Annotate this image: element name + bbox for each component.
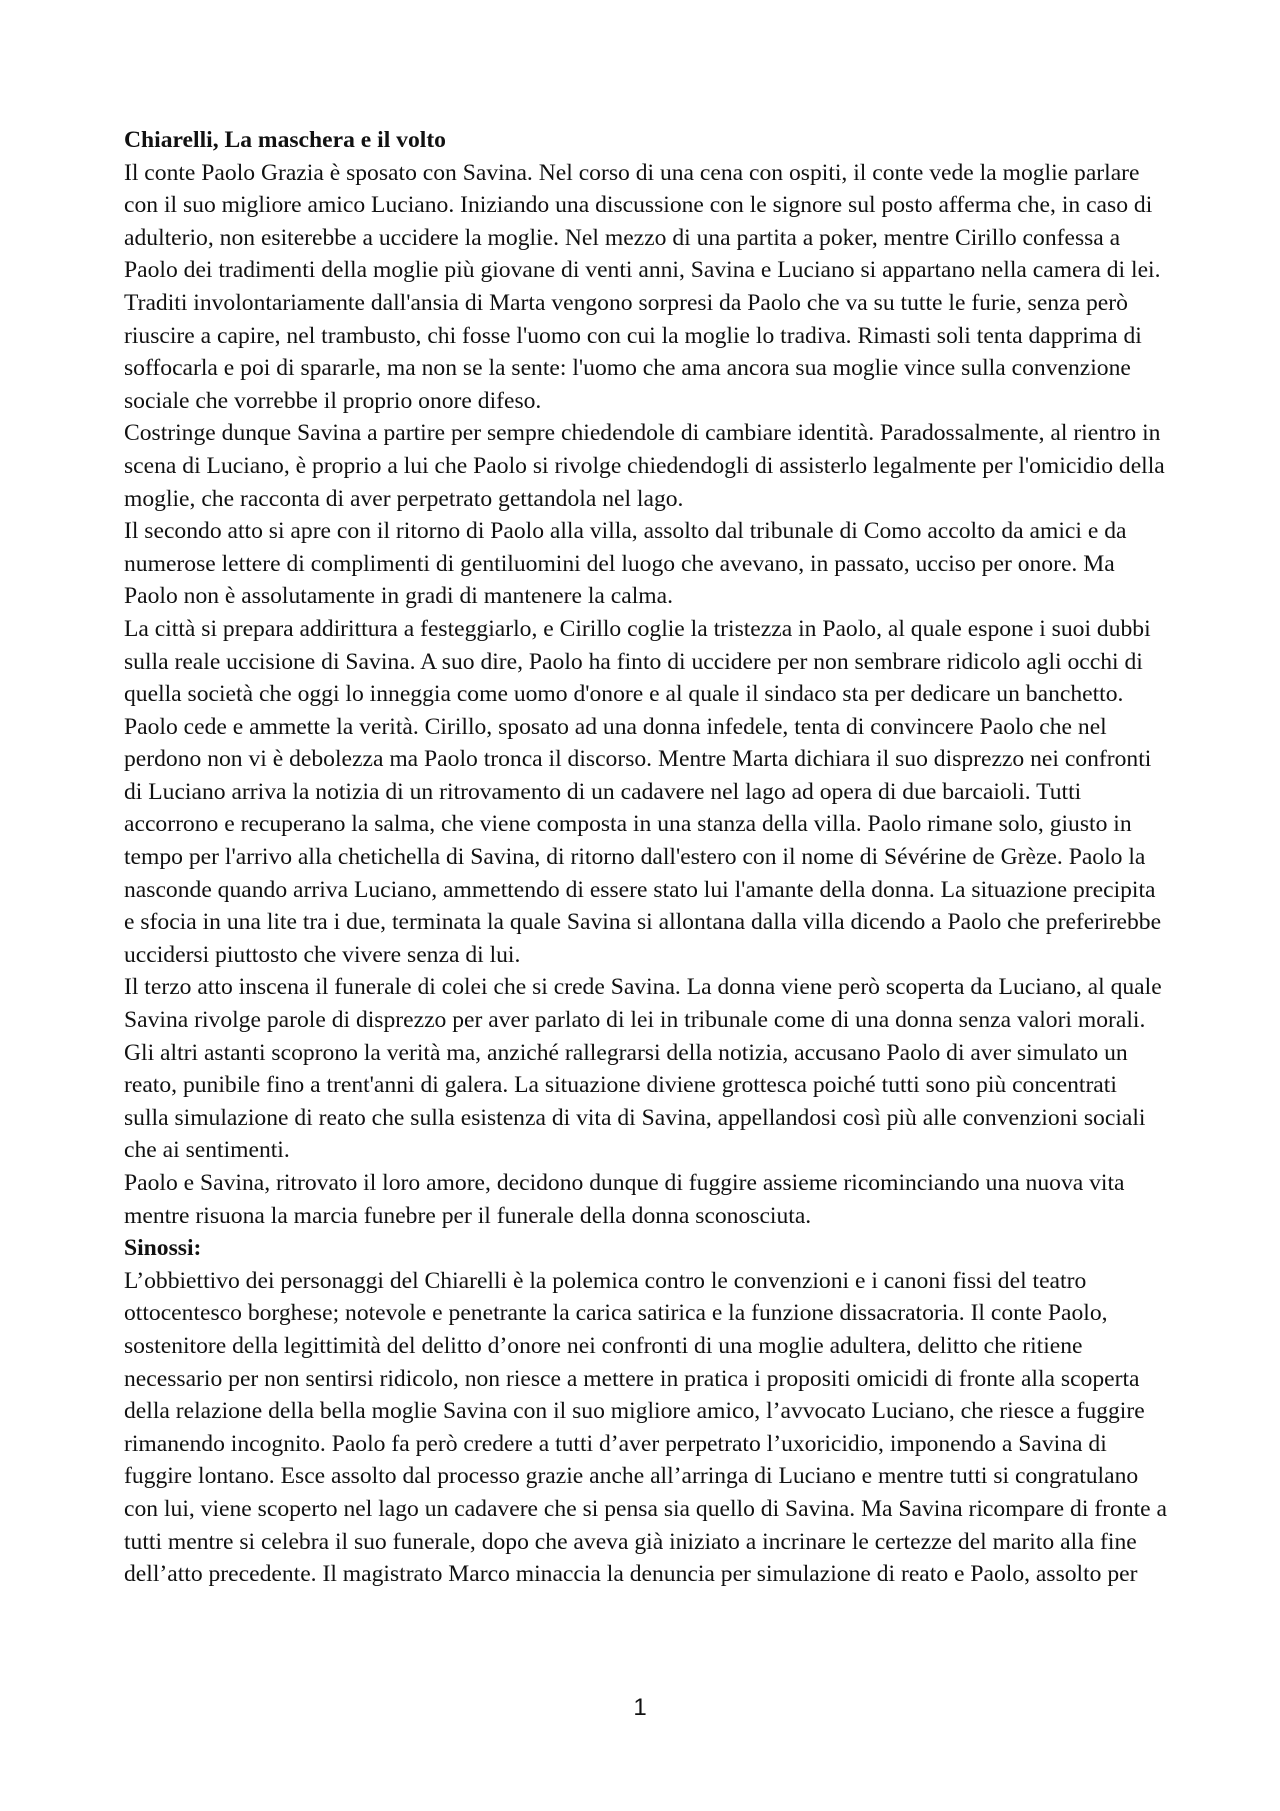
paragraph-celebration: La città si prepara addirittura a festeggiarlo, e Cirillo coglie la tristezza in Paolo, al quale espone i suoi dubbi sulla reale uccisione di Savina. A suo dire, Paolo ha finto di uccidere per non sembrare ridicolo agli occhi di quella società che oggi lo inneggia come uomo d'onore e al quale il sindaco sta per dedicare un banchetto. Paolo cede e ammette la verità. Cirillo, sposato ad una donna infedele, tenta di convincere Paolo che nel perdono non vi è debolezza ma Paolo tronca il discorso. Mentre Marta dichiara il suo disprezzo nei confronti di Luciano arriva la notizia di un ritrovamento di un cadavere nel lago ad opera di due barcaioli. Tutti accorrono e recuperano la salma, che viene composta in una stanza della villa. Paolo rimane solo, giusto in tempo per l'arrivo alla chetichella di Savina, di ritorno dall'estero con il nome di Sévérine de Grèze. Paolo la nasconde quando arriva Luciano, ammettendo di essere stato lui l'amante della donna. La situazione precipita e sfocia in una lite tra i due, terminata la quale Savina si allontana dalla villa dicendo a Paolo che preferirebbe uccidersi piuttosto che vivere senza di lui.	[124, 615, 1162, 968]
paragraph-act-three: Il terzo atto inscena il funerale di colei che si crede Savina. La donna viene però scoperta da Luciano, al quale Savina rivolge parole di disprezzo per aver parlato di lei in tribunale come di una donna senza valori morali. Gli altri astanti scoprono la verità ma, anziché rallegrarsi della notizia, accusano Paolo di aver simulato un reato, punibile fino a trent'anni di galera. La situazione diviene grottesca poiché tutti sono più concentrati sulla simulazione di reato che sulla esistenza di vita di Savina, appellandosi così più alle convenzioni sociali che ai sentimenti.	[124, 974, 1162, 1164]
document-body	[124, 124, 1167, 1591]
paragraph-departure: Costringe dunque Savina a partire per sempre chiedendole di cambiare identità. Paradossalmente, al rientro in scena di Luciano, è proprio a lui che Paolo si rivolge chiedendogli di assisterlo legalmente per l'omicidio della moglie, che racconta di aver perpetrato gettandola nel lago.	[124, 420, 1165, 512]
document-title: Chiarelli, La maschera e il volto	[124, 127, 446, 153]
paragraph-act-two: Il secondo atto si apre con il ritorno di Paolo alla villa, assolto dal tribunale di Como accolto da amici e da numerose lettere di complimenti di gentiluomini del luogo che avevano, in passato, ucciso per onore. Ma Paolo non è assolutamente in gradi di mantenere la calma.	[124, 518, 1127, 610]
paragraph-act-one: Il conte Paolo Grazia è sposato con Savina. Nel corso di una cena con ospiti, il conte vede la moglie parlare con il suo migliore amico Luciano. Iniziando una discussione con le signore sul posto afferma che, in caso di adulterio, non esiterebbe a uccidere la moglie. Nel mezzo di una partita a poker, mentre Cirillo confessa a Paolo dei tradimenti della moglie più giovane di venti anni, Savina e Luciano si appartano nella camera di lei. Traditi involontariamente dall'ansia di Marta vengono sorpresi da Paolo che va su tutte le furie, senza però riuscire a capire, nel trambusto, chi fosse l'uomo con cui la moglie lo tradiva. Rimasti soli tenta dapprima di soffocarla e poi di spararle, ma non se la sente: l'uomo che ama ancora sua moglie vince sulla convenzione sociale che vorrebbe il proprio onore difeso.	[124, 159, 1161, 414]
synopsis-heading: Sinossi:	[124, 1235, 202, 1262]
paragraph-ending: Paolo e Savina, ritrovato il loro amore, decidono dunque di fuggire assieme ricominciando una nuova vita mentre risuona la marcia funebre per il funerale della donna sconosciuta.	[124, 1170, 1125, 1229]
synopsis-paragraph: L’obbiettivo dei personaggi del Chiarelli è la polemica contro le convenzioni e i canoni fissi del teatro ottocentesco borghese; notevole e penetrante la carica satirica e la funzione dissacratoria. Il conte Paolo, sostenitore della legittimità del delitto d’onore nei confronti di una moglie adultera, delitto che ritiene necessario per non sentirsi ridicolo, non riesce a mettere in pratica i propositi omicidi di fronte alla scoperta della relazione della bella moglie Savina con il suo migliore amico, l’avvocato Luciano, che riesce a fuggire rimanendo incognito. Paolo fa però credere a tutti d’aver perpetrato l’uxoricidio, imponendo a Savina di fuggire lontano. Esce assolto dal processo grazie anche all’arringa di Luciano e mentre tutti si congratulano con lui, viene scoperto nel lago un cadavere che si pensa sia quello di Savina. Ma Savina ricompare di fronte a tutti mentre si celebra il suo funerale, dopo che aveva già iniziato a incrinare le certezze del marito alla fine dell’atto precedente. Il magistrato Marco minaccia la denuncia per simulazione di reato e Paolo, assolto per	[124, 1267, 1168, 1588]
page-number: 1	[633, 1694, 647, 1721]
